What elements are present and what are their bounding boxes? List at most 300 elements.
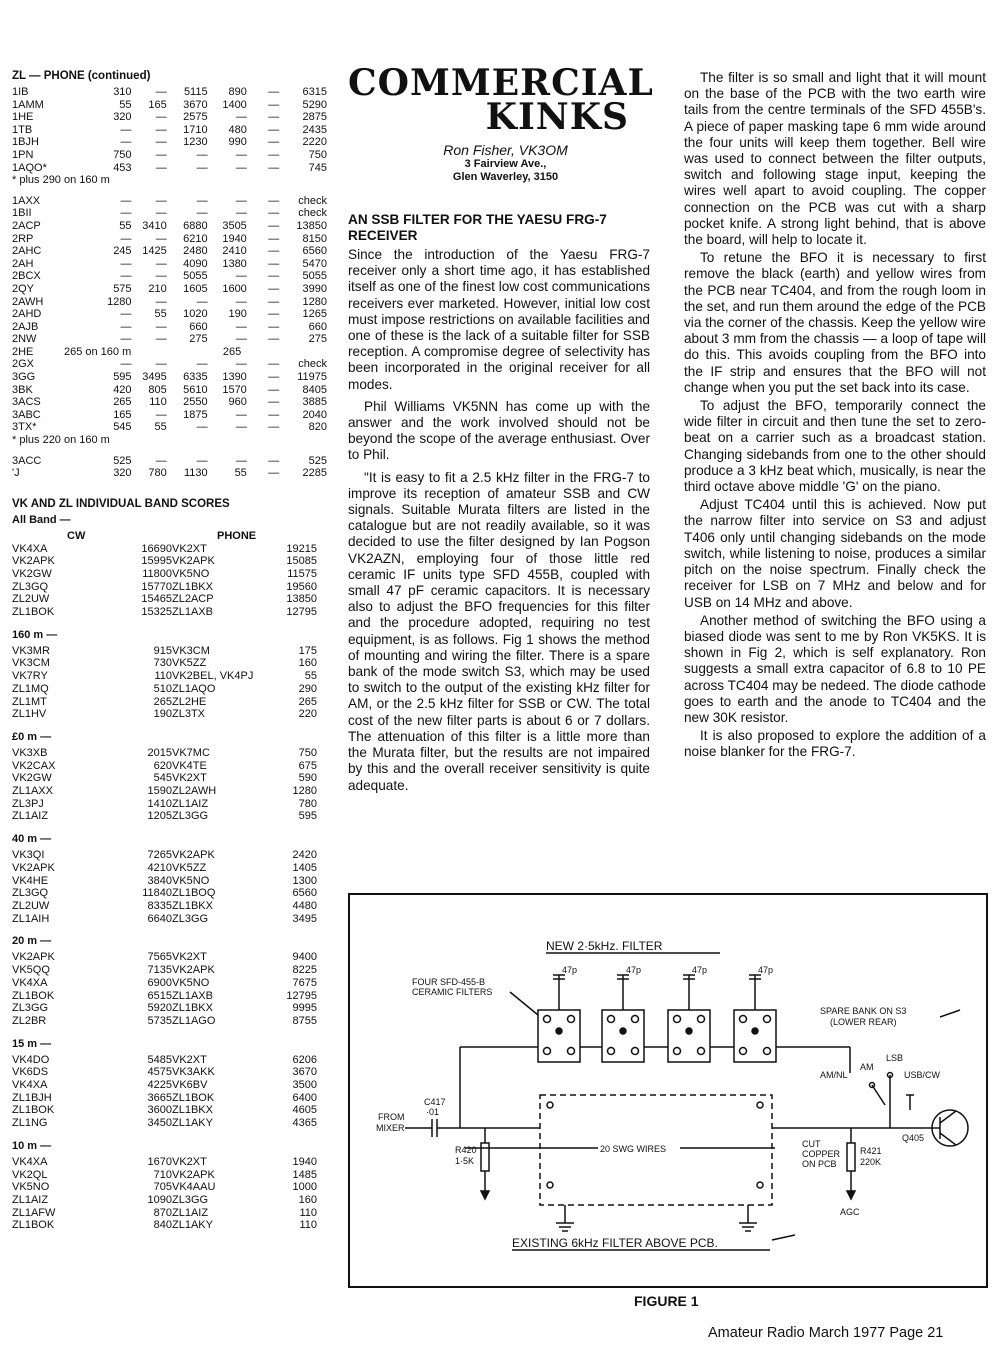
wires-label: 20 SWG WIRES — [600, 1144, 667, 1154]
score-cell: 110 — [299, 1206, 317, 1219]
score-cell: — — [235, 161, 247, 174]
score-cell: — — [155, 358, 167, 371]
score-cell: — — [235, 421, 247, 434]
band-score-row — [12, 810, 317, 823]
score-cell: — — [120, 136, 132, 149]
score-cell: 3665 — [147, 1091, 172, 1104]
score-cell: — — [268, 257, 280, 270]
agc-label: AGC — [840, 1207, 860, 1217]
band-score-row — [12, 875, 317, 888]
band-score-row — [12, 862, 317, 875]
score-cell: — — [268, 320, 280, 333]
callsign-cell: ZL1AQO — [172, 682, 216, 695]
score-cell: 11575 — [287, 567, 317, 580]
score-cell: — — [268, 136, 280, 149]
callsign-cell: VK2XT — [172, 1155, 207, 1168]
score-cell: check — [298, 194, 327, 207]
score-cell: 1570 — [222, 383, 247, 396]
score-cell: 5115 — [183, 86, 208, 98]
article-paragraph: To adjust the BFO, temporarily connect the wide filter in circuit and then tune the set to zero-beat on a carrier such as a broadcast station. Changing sidebands from one to the other should produce a 3 kHz beat which, musically, is near the third octave above middle 'G' on the piano. — [684, 398, 986, 495]
callsign-cell: ZL1BJH — [12, 1091, 52, 1104]
score-cell: — — [268, 207, 280, 220]
callsign-cell: 2AWH — [12, 295, 44, 308]
score-cell: 8150 — [302, 232, 327, 245]
score-cell: 6335 — [183, 371, 208, 384]
callsign-cell: VK4XA — [12, 1079, 48, 1092]
score-cell: — — [120, 320, 132, 333]
band-score-row — [12, 708, 317, 721]
callsign-cell: VK6BV — [172, 1079, 208, 1092]
callsign-cell: VK3CM — [12, 657, 50, 670]
band-score-row — [12, 657, 317, 670]
score-cell: — — [268, 383, 280, 396]
score-cell: 3500 — [292, 1079, 317, 1092]
callsign-cell: ZL2BR — [12, 1014, 47, 1027]
score-cell: 1875 — [183, 408, 208, 421]
callsign-cell: 1PN — [12, 148, 34, 161]
score-cell: — — [155, 257, 167, 270]
score-cell: 1670 — [147, 1155, 172, 1168]
score-cell: 9400 — [292, 951, 317, 964]
score-cell: 4210 — [147, 861, 172, 874]
score-spacer — [12, 187, 327, 195]
score-cell: 5055 — [183, 270, 208, 283]
score-cell: — — [268, 161, 280, 174]
callsign-cell: ZL1AIZ — [172, 797, 209, 810]
score-cell: — — [196, 148, 208, 161]
callsign-cell: VK4XA — [12, 976, 48, 989]
score-cell: 5055 — [302, 270, 327, 283]
callsign-cell: VK5NO — [172, 976, 210, 989]
score-cell: 1000 — [292, 1181, 317, 1194]
score-cell: 265 — [153, 695, 172, 708]
score-cell: 990 — [228, 136, 247, 149]
score-cell: — — [268, 454, 280, 467]
band-score-row — [12, 1219, 317, 1232]
band-score-row — [12, 1117, 317, 1130]
score-cell: — — [155, 111, 167, 124]
score-cell: 915 — [153, 644, 172, 657]
score-cell: 320 — [113, 467, 132, 480]
score-cell: 675 — [298, 759, 317, 772]
article-title-line1: COMMERCIAL — [348, 62, 654, 104]
score-cell: 265 — [113, 396, 132, 409]
score-cell: — — [196, 454, 208, 467]
band-score-row — [12, 581, 317, 594]
score-cell: 55 — [119, 98, 132, 111]
score-spacer — [12, 447, 327, 455]
callsign-cell: VK3AKK — [172, 1066, 215, 1079]
score-cell: 310 — [113, 86, 132, 98]
article-column-right — [684, 70, 986, 761]
score-cell: 1425 — [142, 245, 167, 258]
cut-label: CUT — [802, 1139, 821, 1149]
figure-title: NEW 2·5kHz. FILTER — [546, 939, 663, 953]
band-score-table — [12, 530, 317, 619]
callsign-cell: VK2APK — [12, 861, 55, 874]
r421-label: R421 — [860, 1146, 882, 1156]
score-cell: 265 — [298, 695, 317, 708]
callsign-cell: ZL2AWH — [172, 785, 217, 798]
band-score-row — [12, 606, 317, 619]
score-cell: 730 — [153, 657, 172, 670]
band-score-row — [12, 670, 317, 683]
score-cell: 2220 — [302, 136, 327, 149]
score-cell: — — [235, 295, 247, 308]
score-cell: 7675 — [292, 976, 317, 989]
c417-value: ·01 — [426, 1107, 440, 1117]
score-cell: 6880 — [183, 219, 208, 232]
capacitor-label: 47p — [562, 965, 578, 975]
score-cell: 8405 — [302, 383, 327, 396]
capacitor-label: 47p — [626, 965, 642, 975]
callsign-cell: ZL1BOK — [12, 1104, 55, 1117]
score-cell: — — [155, 123, 167, 136]
callsign-cell: ZL3GG — [172, 1193, 209, 1206]
score-cell: 820 — [308, 421, 327, 434]
band-score-row — [12, 1092, 317, 1105]
band-score-row — [12, 990, 317, 1003]
callsign-cell: ZL1BOK — [12, 606, 55, 619]
score-cell: — — [120, 123, 132, 136]
band-score-row — [12, 593, 317, 606]
score-cell: 165 — [113, 408, 132, 421]
callsign-cell: ZL3GQ — [12, 580, 49, 593]
band-score-row — [12, 1066, 317, 1079]
score-cell: — — [268, 219, 280, 232]
score-row — [12, 467, 327, 480]
score-cell: 1300 — [292, 874, 317, 887]
switch-label-am: AM — [860, 1062, 874, 1072]
score-cell: 2575 — [183, 111, 208, 124]
score-cell: — — [155, 232, 167, 245]
score-cell: — — [268, 86, 280, 98]
callsign-cell: VK2GW — [12, 567, 52, 580]
score-cell: — — [268, 123, 280, 136]
score-cell: 1280 — [292, 785, 317, 798]
score-cell: 16690 — [141, 542, 172, 555]
score-cell: 1380 — [222, 257, 247, 270]
score-cell: 9995 — [292, 1002, 317, 1015]
score-cell: 190 — [228, 308, 247, 321]
band-heading: 15 m — — [12, 1037, 52, 1050]
score-cell: 2285 — [302, 467, 327, 480]
band-score-table — [12, 1054, 317, 1130]
callsign-cell: ZL3PJ — [12, 797, 44, 810]
band-header-row — [12, 530, 317, 543]
band-score-row — [12, 964, 317, 977]
article-header — [348, 62, 654, 184]
score-cell: 4605 — [292, 1104, 317, 1117]
score-cell: 575 — [113, 282, 132, 295]
band-score-row — [12, 849, 317, 862]
score-row — [12, 136, 327, 149]
band-score-row — [12, 900, 317, 913]
score-cell: — — [235, 408, 247, 421]
callsign-cell: VK5NO — [172, 874, 210, 887]
callsign-cell: ZL3GQ — [12, 887, 49, 900]
score-row — [12, 384, 327, 397]
callsign-cell: ZL1AFW — [12, 1206, 56, 1219]
score-cell: 590 — [298, 772, 317, 785]
callsign-cell: VK2APK — [172, 1168, 215, 1181]
score-cell: check — [298, 358, 327, 371]
callsign-cell: ZL1AGO — [172, 1014, 216, 1027]
score-cell: 890 — [228, 86, 247, 98]
scores-column — [12, 70, 327, 1232]
score-cell: 1605 — [183, 282, 208, 295]
score-cell: 4365 — [292, 1117, 317, 1130]
band-score-table — [12, 747, 317, 823]
score-cell: 4480 — [292, 899, 317, 912]
score-cell: 780 — [148, 467, 167, 480]
callsign-cell: VK2APK — [172, 964, 215, 977]
score-cell: — — [235, 333, 247, 346]
callsign-cell: 3ABC — [12, 408, 41, 421]
callsign-cell: ZL2HE — [172, 695, 207, 708]
score-cell: 3840 — [147, 874, 172, 887]
score-cell: 11975 — [297, 371, 327, 384]
callsign-cell: VK4XA — [12, 542, 48, 555]
band-score-row — [12, 913, 317, 926]
callsign-cell: ZL1AKY — [172, 1219, 213, 1232]
callsign-cell: VK6DS — [12, 1066, 49, 1079]
band-heading: 10 m — — [12, 1139, 52, 1152]
score-cell: — — [120, 308, 132, 321]
callsign-cell: VK2APK — [12, 951, 55, 964]
score-cell: 453 — [113, 161, 132, 174]
score-cell: 13850 — [286, 593, 317, 606]
score-cell: 1590 — [147, 785, 172, 798]
score-cell: 8755 — [292, 1014, 317, 1027]
callsign-cell: ZL3GG — [172, 810, 209, 823]
score-cell: 7135 — [147, 964, 172, 977]
score-cell: — — [155, 408, 167, 421]
score-cell: 19560 — [286, 580, 317, 593]
callsign-cell: VK3QI — [12, 849, 45, 862]
score-cell: 11800 — [142, 567, 172, 580]
score-cell: 750 — [298, 746, 317, 759]
r420-value: 1·5K — [455, 1156, 475, 1166]
band-score-row — [12, 1002, 317, 1015]
score-cell: 3670 — [292, 1066, 317, 1079]
callsign-cell: 2RP — [12, 232, 34, 245]
switch-label-lsb: LSB — [886, 1053, 904, 1063]
score-cell: 1205 — [147, 810, 172, 823]
callsign-cell: VK3MR — [12, 644, 50, 657]
callsign-cell: VK5QQ — [12, 964, 50, 977]
score-cell: 840 — [153, 1219, 172, 1232]
score-cell: 4090 — [183, 257, 208, 270]
band-heading: £0 m — — [12, 730, 52, 743]
score-cell: 2015 — [147, 746, 172, 759]
score-cell: 110 — [154, 670, 172, 683]
callsign-cell: ZL1BKX — [172, 1104, 213, 1117]
score-cell: — — [268, 245, 280, 258]
score-cell: — — [120, 333, 132, 346]
callsign-cell: VK3XB — [12, 746, 48, 759]
score-cell: 510 — [153, 682, 172, 695]
score-row — [12, 434, 327, 447]
band-score-row — [12, 747, 317, 760]
score-cell: 7265 — [147, 849, 172, 862]
score-cell: 545 — [113, 421, 132, 434]
score-cell: 19215 — [286, 542, 317, 555]
capacitor-label: 47p — [758, 965, 774, 975]
article-paragraph: Another method of switching the BFO using a biased diode was sent to me by Ron VK5KS. It is shown in Fig 2, which is self explanatory. Ron suggests a small extra capacitor of 6.8 to 10 PE across TC404 may be nedeed. The diode cathode goes to earth and the anode to TC404 and the new 30K resistor. — [684, 612, 986, 725]
score-row — [12, 409, 327, 422]
score-cell: 55 — [234, 467, 247, 480]
callsign-cell: 2BCX — [12, 270, 41, 283]
article-column-middle — [348, 212, 650, 800]
callsign-cell: 1BII — [12, 207, 32, 220]
cut-label: ON PCB — [802, 1159, 837, 1169]
score-cell: 55 — [154, 308, 167, 321]
score-cell: — — [235, 148, 247, 161]
score-cell: 3495 — [292, 912, 317, 925]
callsign-cell: 1TB — [12, 123, 33, 136]
score-cell: — — [196, 194, 208, 207]
score-row — [12, 174, 327, 187]
callsign-cell: ZL1BKX — [172, 899, 213, 912]
score-cell: — — [120, 257, 132, 270]
score-row — [12, 86, 327, 99]
q405-label: Q405 — [902, 1133, 925, 1143]
score-cell: 1020 — [183, 308, 208, 321]
score-row — [12, 371, 327, 384]
callsign-cell: 3BK — [12, 383, 33, 396]
score-cell: — — [196, 421, 208, 434]
score-cell: 190 — [153, 708, 172, 721]
score-cell: 1485 — [292, 1168, 317, 1181]
figure-caption: FIGURE 1 — [634, 1293, 699, 1309]
score-cell: — — [155, 270, 167, 283]
score-cell: 1280 — [302, 295, 327, 308]
score-row — [12, 308, 327, 321]
callsign-cell: ZL1AIZ — [12, 1193, 49, 1206]
callsign-cell: ZL1BOQ — [172, 887, 216, 900]
callsign-cell: ZL1NG — [12, 1117, 48, 1130]
score-cell: 15465 — [141, 593, 172, 606]
article-paragraph: The filter is so small and light that it will mount on the base of the PCB with the two earth wire tails from the centre terminals of the SFD 455B's. A piece of paper masking tape 6 mm wide around the four units will keep them together. Bell wire was used to connect between the filter outputs, switch and following stage input, keeping the wires well apart to avoid coupling. The copper connection on the PCB was cut with a sharp pocket knife. A strong light behind, that is above the board, will help to locate it. — [684, 70, 986, 248]
c417-label: C417 — [424, 1097, 446, 1107]
callsign-cell: VK4DO — [12, 1053, 50, 1066]
score-cell: 1265 — [302, 308, 327, 321]
score-cell: 1600 — [222, 282, 247, 295]
callsign-cell: VK3CM — [172, 644, 210, 657]
score-cell: 595 — [113, 371, 132, 384]
zl-phone-table — [12, 86, 327, 480]
score-cell: 5735 — [147, 1014, 172, 1027]
band-score-row — [12, 1156, 317, 1169]
score-cell: 15085 — [286, 555, 317, 568]
score-cell: 220 — [298, 708, 317, 721]
band-score-table — [12, 1156, 317, 1232]
score-cell: 1090 — [147, 1193, 172, 1206]
score-cell: 1230 — [183, 136, 208, 149]
callsign-cell: ZL1HV — [12, 708, 47, 721]
callsign-cell: ZL1BOK — [12, 989, 55, 1002]
callsign-cell: VK5NO — [12, 1181, 50, 1194]
callsign-cell: ZL1AKY — [172, 1117, 213, 1130]
callsign-cell: ZL1AIH — [12, 912, 50, 925]
r421-value: 220K — [860, 1157, 882, 1167]
article-title-line2: KINKS — [485, 96, 629, 138]
score-cell: 6640 — [147, 912, 172, 925]
score-row — [12, 162, 327, 175]
band-heading: All Band — — [12, 513, 71, 526]
callsign-cell: ZL1AXB — [172, 989, 213, 1002]
score-cell: 12795 — [286, 606, 317, 619]
callsign-cell: 3ACC — [12, 454, 42, 467]
callsign-cell: 3TX* — [12, 421, 37, 434]
score-cell: 55 — [119, 219, 132, 232]
score-cell: — — [155, 194, 167, 207]
filters-label: FOUR SFD-455-B — [412, 977, 486, 987]
callsign-cell: ZL1AIZ — [172, 1206, 209, 1219]
score-cell: 1410 — [147, 797, 172, 810]
score-cell: — — [268, 232, 280, 245]
article-paragraph: "It is easy to fit a 2.5 kHz filter in the FRG-7 to improve its reception of amateur SSB and CW signals. Suitable Murata filters are listed in the catalogue but are not readily available, so it was decided to use the filter designed by Ian Pogson VK2AZN, employing four of those little red ceramic IF units type SFD 455B, coupled with small 47 pF ceramic capacitors. It is necessary also to adjust the BFO frequencies for this filter and the procedure adopted, requiring no test equipment, is as follows. Fig 1 shows the method of mounting and wiring the filter. There is a spare bank of the mode switch S3, which may be used to switch to the output of the existing kHz filter for AM, or the 2.5 kHz filter for SSB or CW. The total cost of the new filter parts is about 6 or 7 dollars. The attenuation of this filter is a little more than the Murata filter, but the results are not impaired by this and the overall receiver sensitivity is quite adequate. — [348, 469, 650, 793]
band-score-row — [12, 1181, 317, 1194]
score-cell: 2875 — [302, 111, 327, 124]
score-row — [12, 258, 327, 271]
score-cell: — — [155, 86, 167, 98]
callsign-cell: 3ACS — [12, 396, 41, 409]
callsign-cell: ZL1BKX — [172, 1002, 213, 1015]
score-cell: — — [235, 111, 247, 124]
score-cell: 1405 — [292, 861, 317, 874]
score-cell: 6515 — [147, 989, 172, 1002]
band-score-row — [12, 1015, 317, 1028]
score-cell: 805 — [148, 383, 167, 396]
score-cell: — — [268, 371, 280, 384]
callsign-cell: VK2QL — [12, 1168, 48, 1181]
callsign-cell: ZL3TX — [172, 708, 206, 721]
score-cell: 420 — [113, 383, 132, 396]
score-cell: — — [120, 232, 132, 245]
score-row — [12, 124, 327, 137]
from-label: MIXER — [376, 1123, 405, 1133]
score-cell: 2550 — [183, 396, 208, 409]
band-score-row — [12, 785, 317, 798]
score-cell: — — [196, 295, 208, 308]
figure-1-schematic — [348, 893, 988, 1288]
band-score-table — [12, 951, 317, 1027]
callsign-cell: VK4TE — [172, 759, 207, 772]
score-cell: — — [268, 421, 280, 434]
band-score-row — [12, 1079, 317, 1092]
score-cell: 525 — [113, 454, 132, 467]
score-cell: 3600 — [147, 1104, 172, 1117]
score-note: * plus 290 on 160 m — [12, 174, 110, 187]
callsign-cell: 2ACP — [12, 219, 41, 232]
score-cell: 2410 — [222, 245, 247, 258]
score-cell: 175 — [298, 644, 317, 657]
score-cell: 110 — [299, 1219, 317, 1232]
score-cell: — — [268, 270, 280, 283]
score-cell: — — [120, 207, 132, 220]
score-cell: — — [155, 161, 167, 174]
callsign-cell: ZL2UW — [12, 593, 50, 606]
score-row — [12, 245, 327, 258]
score-cell: 745 — [308, 161, 327, 174]
callsign-cell: VK2GW — [12, 772, 52, 785]
ceramic-filter — [538, 965, 580, 1062]
score-row — [12, 220, 327, 233]
score-cell: — — [268, 111, 280, 124]
callsign-cell: 'J — [12, 467, 20, 480]
